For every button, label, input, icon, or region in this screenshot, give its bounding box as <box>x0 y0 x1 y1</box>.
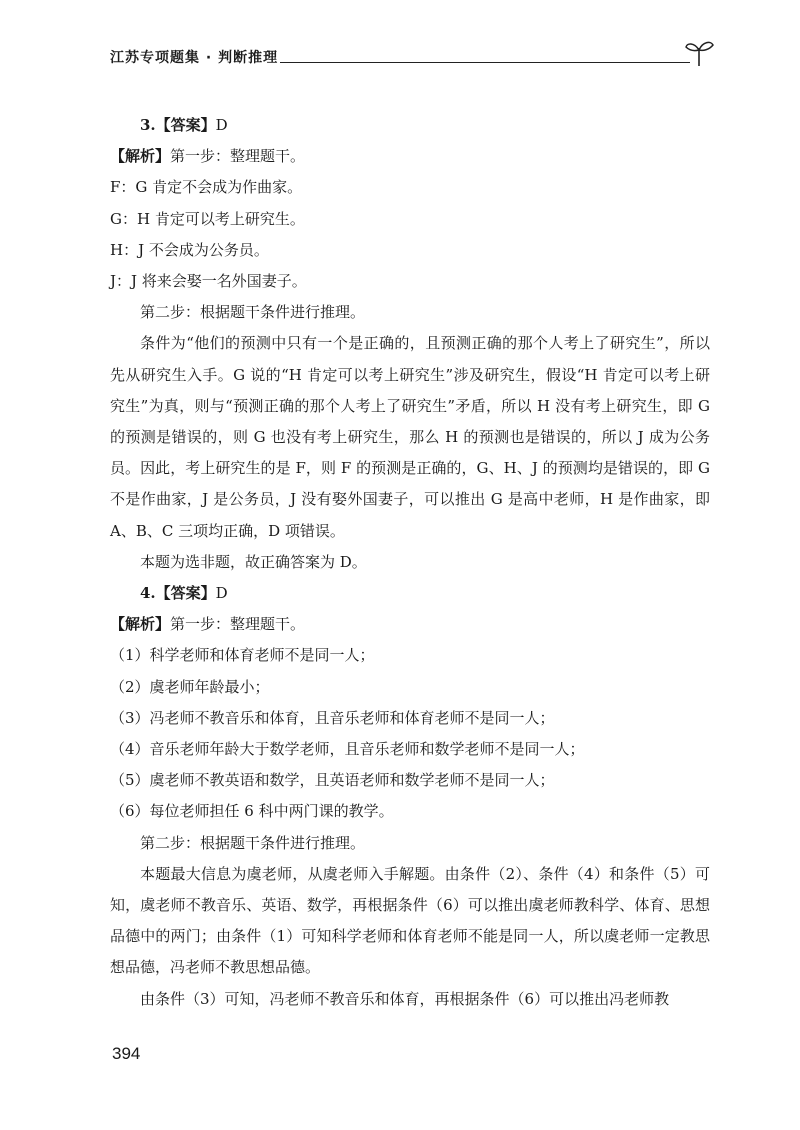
q3-statement-g: G：H 肯定可以考上研究生。 <box>110 209 305 228</box>
q3-step2: 第二步：根据题干条件进行推理。 <box>140 303 366 322</box>
q4-answer-value: D <box>215 584 228 603</box>
q4-condition-4: （4）音乐老师年龄大于数学老师，且音乐老师和数学老师不是同一人； <box>110 740 585 759</box>
sprout-icon <box>682 36 716 70</box>
q3-analysis-label: 【解析】 <box>110 147 171 166</box>
q3-answer-value: D <box>215 116 228 134</box>
q4-analysis-line <box>110 609 710 640</box>
q4-step1: 第一步：整理题干。 <box>170 615 306 634</box>
q4-condition-6: （6）每位老师担任 6 科中两门课的教学。 <box>110 802 394 821</box>
q4-answer-label: 4.【答案】 <box>140 584 216 603</box>
question-3-solution <box>110 110 710 578</box>
q4-reasoning-paragraph: 本题最大信息为虞老师，从虞老师入手解题。由条件（2）、条件（4）和条件（5）可知，虞老师不教音乐、英语、数学，再根据条件（6）可以推出虞老师教科学、体育、思想品德中的两门；由条件（1）可知科学老师和体育老师不能是同一人，所以虞老师一定教思想品德，冯老师不教思想品德。 <box>110 864 710 977</box>
q3-step1: 第一步：整理题干。 <box>170 147 306 166</box>
q3-analysis-line <box>110 141 710 172</box>
q4-analysis-label: 【解析】 <box>110 615 171 634</box>
q4-condition-5: （5）虞老师不教英语和数学，且英语老师和数学老师不是同一人； <box>110 771 555 790</box>
page-content <box>110 110 710 1015</box>
q4-reasoning-paragraph-2: 由条件（3）可知，冯老师不教音乐和体育，再根据条件（6）可以推出冯老师教 <box>140 989 670 1008</box>
q3-answer-label: 3.【答案】 <box>140 116 216 134</box>
q4-condition-3: （3）冯老师不教音乐和体育，且音乐老师和体育老师不是同一人； <box>110 708 555 727</box>
header-rule <box>280 62 690 63</box>
page-number: 394 <box>112 1044 141 1063</box>
q3-statement-h: H：J 不会成为公务员。 <box>110 240 269 259</box>
q4-condition-2: （2）虞老师年龄最小； <box>110 677 270 696</box>
q3-conclusion: 本题为选非题，故正确答案为 D。 <box>140 552 367 571</box>
q3-answer-line <box>110 110 710 141</box>
q4-step2: 第二步：根据题干条件进行推理。 <box>140 833 366 852</box>
q3-statement-j: J：J 将来会娶一名外国妻子。 <box>110 272 307 291</box>
q4-answer-line <box>110 578 710 609</box>
header-title: 江苏专项题集 · 判断推理 <box>110 50 279 66</box>
q3-statement-f: F：G 肯定不会成为作曲家。 <box>110 178 303 197</box>
q4-condition-1: （1）科学老师和体育老师不是同一人； <box>110 646 375 665</box>
q3-reasoning-paragraph: 条件为“他们的预测中只有一个是正确的，且预测正确的那个人考上了研究生”，所以先从研究生入手。G 说的“H 肯定可以考上研究生”涉及研究生，假设“H 肯定可以考上研究生”为真，则与“预测正确的那个人考上了研究生”矛盾，所以 H 没有考上研究生，即 G 的预测是错误的，则 G 也没有考上研究生，那么 H 的预测也是错误的，所以 J 成为公务员。因此，考上研究生的是 F，则 F 的预测是正确的，G、H、J 的预测均是错误的，即 G 不是作曲家，J 是公务员，J 没有娶外国妻子，可以推出 G 是高中老师，H 是作曲家，即 A、B、C 三项均正确，D 项错误。 <box>110 334 710 540</box>
question-4-solution <box>110 578 710 1015</box>
